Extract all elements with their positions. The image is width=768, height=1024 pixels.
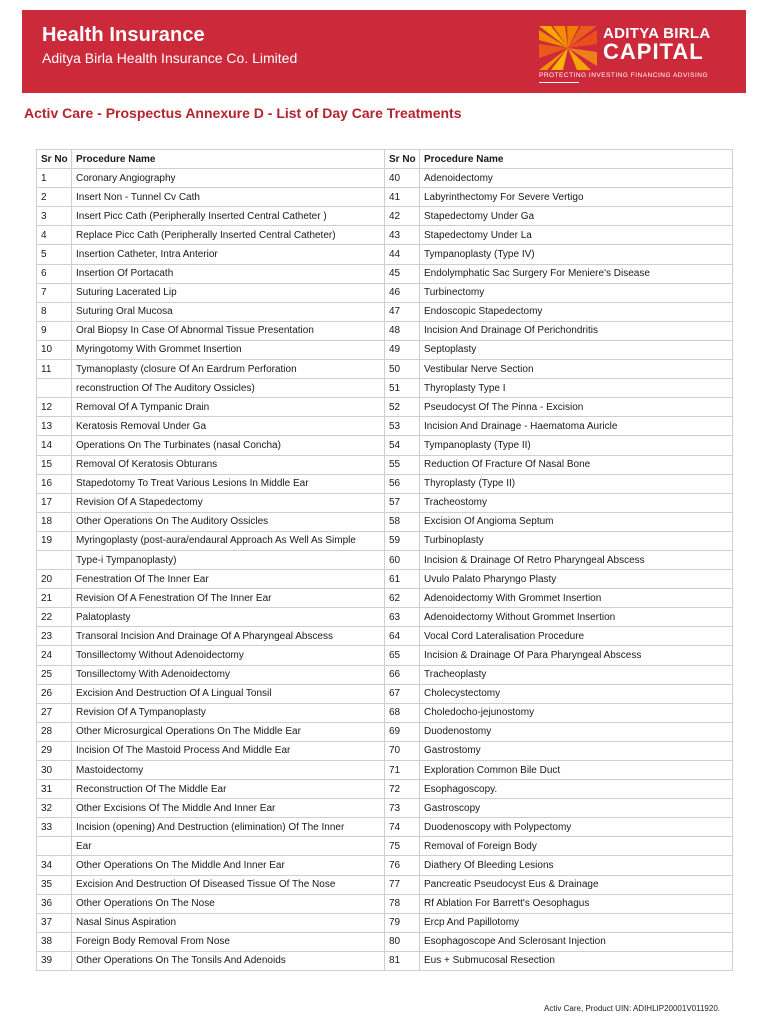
cell-procedure-right: Pseudocyst Of The Pinna - Excision [420, 398, 733, 417]
cell-procedure-left: Coronary Angiography [72, 169, 385, 188]
cell-sr-no-right: 55 [385, 455, 420, 474]
cell-sr-no-right: 57 [385, 493, 420, 512]
cell-sr-no-left: 24 [37, 646, 72, 665]
cell-sr-no-right: 40 [385, 169, 420, 188]
cell-sr-no-right: 78 [385, 894, 420, 913]
cell-sr-no-left: 14 [37, 436, 72, 455]
cell-sr-no-right: 58 [385, 512, 420, 531]
cell-sr-no-left: 12 [37, 398, 72, 417]
table-body [37, 169, 733, 971]
cell-procedure-left: Fenestration Of The Inner Ear [72, 570, 385, 589]
cell-procedure-left: Excision And Destruction Of A Lingual Tonsil [72, 684, 385, 703]
table-row [37, 226, 733, 245]
cell-sr-no-left: 9 [37, 321, 72, 340]
table-row [37, 245, 733, 264]
cell-procedure-left: Other Operations On The Auditory Ossicles [72, 512, 385, 531]
cell-sr-no-right: 64 [385, 627, 420, 646]
cell-procedure-left: Nasal Sinus Aspiration [72, 913, 385, 932]
cell-procedure-right: Duodenostomy [420, 722, 733, 741]
table-row [37, 550, 733, 569]
cell-procedure-left: Palatoplasty [72, 608, 385, 627]
cell-sr-no-right: 52 [385, 398, 420, 417]
cell-sr-no-right: 79 [385, 913, 420, 932]
brand-tagline: PROTECTING INVESTING FINANCING ADVISING [539, 72, 709, 79]
table-row [37, 283, 733, 302]
cell-procedure-left: Mastoidectomy [72, 761, 385, 780]
cell-procedure-left: Revision Of A Stapedectomy [72, 493, 385, 512]
cell-sr-no-right: 49 [385, 340, 420, 359]
cell-sr-no-right: 50 [385, 360, 420, 379]
sunburst-logo-icon [539, 26, 597, 70]
cell-procedure-left: Removal Of A Tympanic Drain [72, 398, 385, 417]
cell-sr-no-right: 71 [385, 761, 420, 780]
cell-procedure-right: Choledocho-jejunostomy [420, 703, 733, 722]
cell-sr-no-left: 11 [37, 360, 72, 379]
cell-procedure-left: Revision Of A Tympanoplasty [72, 703, 385, 722]
table-row [37, 321, 733, 340]
cell-sr-no-right: 59 [385, 531, 420, 550]
table-row [37, 493, 733, 512]
header-procedure-left: Procedure Name [72, 150, 385, 169]
table-row [37, 474, 733, 493]
table-row [37, 703, 733, 722]
cell-sr-no-left: 38 [37, 932, 72, 951]
table-row [37, 951, 733, 970]
header-subtitle: Aditya Birla Health Insurance Co. Limited [42, 50, 298, 66]
table-row [37, 589, 733, 608]
table-row [37, 761, 733, 780]
cell-sr-no-left: 13 [37, 417, 72, 436]
header-banner [22, 10, 746, 93]
cell-sr-no-left: 31 [37, 780, 72, 799]
cell-sr-no-left: 22 [37, 608, 72, 627]
table-row [37, 417, 733, 436]
cell-procedure-left: Suturing Lacerated Lip [72, 283, 385, 302]
cell-sr-no-left [37, 550, 72, 569]
cell-sr-no-left: 20 [37, 570, 72, 589]
cell-procedure-left: Insertion Catheter, Intra Anterior [72, 245, 385, 264]
cell-sr-no-right: 44 [385, 245, 420, 264]
cell-procedure-right: Adenoidectomy With Grommet Insertion [420, 589, 733, 608]
cell-sr-no-left: 35 [37, 875, 72, 894]
cell-sr-no-right: 67 [385, 684, 420, 703]
cell-procedure-right: Diathery Of Bleeding Lesions [420, 856, 733, 875]
cell-sr-no-right: 60 [385, 550, 420, 569]
cell-sr-no-right: 75 [385, 837, 420, 856]
cell-procedure-left: Foreign Body Removal From Nose [72, 932, 385, 951]
table-row [37, 646, 733, 665]
cell-sr-no-left: 18 [37, 512, 72, 531]
cell-sr-no-right: 41 [385, 188, 420, 207]
cell-procedure-right: Incision And Drainage - Haematoma Auricle [420, 417, 733, 436]
cell-sr-no-right: 48 [385, 321, 420, 340]
cell-procedure-left: Myringoplasty (post-aura/endaural Approach As Well As Simple [72, 531, 385, 550]
cell-sr-no-left: 10 [37, 340, 72, 359]
cell-procedure-left: Excision And Destruction Of Diseased Tissue Of The Nose [72, 875, 385, 894]
cell-procedure-left: Insertion Of Portacath [72, 264, 385, 283]
day-care-treatments-table [36, 149, 733, 971]
header-sr-no-right: Sr No [385, 150, 420, 169]
cell-sr-no-left: 1 [37, 169, 72, 188]
cell-procedure-right: Stapedectomy Under La [420, 226, 733, 245]
table-row [37, 360, 733, 379]
cell-procedure-right: Tympanoplasty (Type II) [420, 436, 733, 455]
cell-procedure-left: Revision Of A Fenestration Of The Inner Ear [72, 589, 385, 608]
cell-sr-no-left: 21 [37, 589, 72, 608]
cell-sr-no-left: 3 [37, 207, 72, 226]
cell-procedure-left: Myringotomy With Grommet Insertion [72, 340, 385, 359]
cell-procedure-right: Tracheostomy [420, 493, 733, 512]
cell-procedure-right: Endoscopic Stapedectomy [420, 302, 733, 321]
cell-procedure-right: Eus + Submucosal Resection [420, 951, 733, 970]
table-row [37, 741, 733, 760]
cell-procedure-right: Thyroplasty Type I [420, 379, 733, 398]
table-row [37, 913, 733, 932]
cell-sr-no-left: 30 [37, 761, 72, 780]
cell-procedure-right: Turbinectomy [420, 283, 733, 302]
cell-procedure-left: Type-i Tympanoplasty) [72, 550, 385, 569]
cell-procedure-right: Reduction Of Fracture Of Nasal Bone [420, 455, 733, 474]
cell-procedure-right: Tracheoplasty [420, 665, 733, 684]
cell-sr-no-left: 32 [37, 799, 72, 818]
cell-procedure-left: Removal Of Keratosis Obturans [72, 455, 385, 474]
cell-procedure-left: Tonsillectomy With Adenoidectomy [72, 665, 385, 684]
cell-sr-no-right: 61 [385, 570, 420, 589]
table-row [37, 684, 733, 703]
cell-procedure-left: Other Operations On The Nose [72, 894, 385, 913]
cell-procedure-left: Incision Of The Mastoid Process And Middle Ear [72, 741, 385, 760]
cell-procedure-right: Incision & Drainage Of Para Pharyngeal Abscess [420, 646, 733, 665]
cell-sr-no-left: 26 [37, 684, 72, 703]
cell-procedure-right: Incision & Drainage Of Retro Pharyngeal Abscess [420, 550, 733, 569]
table-row [37, 379, 733, 398]
cell-procedure-left: Oral Biopsy In Case Of Abnormal Tissue Presentation [72, 321, 385, 340]
cell-procedure-right: Excision Of Angioma Septum [420, 512, 733, 531]
cell-sr-no-right: 81 [385, 951, 420, 970]
cell-procedure-right: Labyrinthectomy For Severe Vertigo [420, 188, 733, 207]
table-row [37, 512, 733, 531]
cell-sr-no-left: 37 [37, 913, 72, 932]
cell-procedure-right: Removal of Foreign Body [420, 837, 733, 856]
cell-sr-no-right: 66 [385, 665, 420, 684]
table-row [37, 932, 733, 951]
table-row [37, 398, 733, 417]
cell-sr-no-right: 73 [385, 799, 420, 818]
table-row [37, 608, 733, 627]
cell-procedure-left: Other Operations On The Tonsils And Adenoids [72, 951, 385, 970]
cell-procedure-left: Tymanoplasty (closure Of An Eardrum Perforation [72, 360, 385, 379]
cell-procedure-left: Reconstruction Of The Middle Ear [72, 780, 385, 799]
cell-sr-no-right: 63 [385, 608, 420, 627]
cell-procedure-left: Replace Picc Cath (Peripherally Inserted Central Catheter) [72, 226, 385, 245]
table-row [37, 169, 733, 188]
cell-sr-no-right: 43 [385, 226, 420, 245]
document-title: Activ Care - Prospectus Annexure D - List of Day Care Treatments [24, 105, 462, 121]
cell-procedure-right: Stapedectomy Under Ga [420, 207, 733, 226]
cell-sr-no-right: 69 [385, 722, 420, 741]
cell-procedure-right: Duodenoscopy with Polypectomy [420, 818, 733, 837]
cell-procedure-right: Uvulo Palato Pharyngo Plasty [420, 570, 733, 589]
cell-sr-no-left: 6 [37, 264, 72, 283]
cell-sr-no-left: 2 [37, 188, 72, 207]
cell-sr-no-right: 80 [385, 932, 420, 951]
cell-sr-no-left: 19 [37, 531, 72, 550]
cell-procedure-right: Turbinoplasty [420, 531, 733, 550]
cell-procedure-right: Vocal Cord Lateralisation Procedure [420, 627, 733, 646]
cell-sr-no-left: 25 [37, 665, 72, 684]
cell-sr-no-right: 45 [385, 264, 420, 283]
cell-sr-no-right: 74 [385, 818, 420, 837]
cell-sr-no-right: 62 [385, 589, 420, 608]
cell-procedure-right: Esophagoscopy. [420, 780, 733, 799]
cell-procedure-left: Operations On The Turbinates (nasal Concha) [72, 436, 385, 455]
cell-sr-no-left [37, 837, 72, 856]
tagline-underline [539, 82, 579, 83]
table-row [37, 570, 733, 589]
cell-sr-no-left: 16 [37, 474, 72, 493]
cell-sr-no-left: 33 [37, 818, 72, 837]
table-row [37, 818, 733, 837]
header-sr-no-left: Sr No [37, 150, 72, 169]
cell-procedure-left: Insert Picc Cath (Peripherally Inserted Central Catheter ) [72, 207, 385, 226]
footer-product-uin: Activ Care, Product UIN: ADIHLIP20001V011920. [544, 1004, 720, 1013]
table-row [37, 875, 733, 894]
cell-procedure-left: Ear [72, 837, 385, 856]
cell-procedure-right: Cholecystectomy [420, 684, 733, 703]
cell-procedure-right: Exploration Common Bile Duct [420, 761, 733, 780]
cell-procedure-right: Adenoidectomy [420, 169, 733, 188]
cell-sr-no-left: 4 [37, 226, 72, 245]
cell-sr-no-right: 77 [385, 875, 420, 894]
cell-procedure-left: Incision (opening) And Destruction (elimination) Of The Inner [72, 818, 385, 837]
cell-procedure-left: Transoral Incision And Drainage Of A Pharyngeal Abscess [72, 627, 385, 646]
cell-procedure-left: Suturing Oral Mucosa [72, 302, 385, 321]
table-row [37, 780, 733, 799]
table-row [37, 722, 733, 741]
header-procedure-right: Procedure Name [420, 150, 733, 169]
cell-sr-no-right: 65 [385, 646, 420, 665]
table-row [37, 455, 733, 474]
table-row [37, 340, 733, 359]
cell-sr-no-left: 28 [37, 722, 72, 741]
cell-procedure-right: Endolymphatic Sac Surgery For Meniere's Disease [420, 264, 733, 283]
table-row [37, 856, 733, 875]
cell-procedure-right: Pancreatic Pseudocyst Eus & Drainage [420, 875, 733, 894]
cell-sr-no-right: 56 [385, 474, 420, 493]
cell-procedure-right: Gastroscopy [420, 799, 733, 818]
cell-sr-no-right: 76 [385, 856, 420, 875]
cell-sr-no-right: 54 [385, 436, 420, 455]
cell-procedure-right: Tympanoplasty (Type IV) [420, 245, 733, 264]
cell-procedure-right: Rf Ablation For Barrett's Oesophagus [420, 894, 733, 913]
table-row [37, 531, 733, 550]
company-logo [539, 24, 739, 86]
table-row [37, 894, 733, 913]
cell-procedure-right: Incision And Drainage Of Perichondritis [420, 321, 733, 340]
table-row [37, 837, 733, 856]
cell-sr-no-left: 29 [37, 741, 72, 760]
cell-procedure-left: Other Microsurgical Operations On The Middle Ear [72, 722, 385, 741]
table-row [37, 436, 733, 455]
cell-sr-no-left: 5 [37, 245, 72, 264]
cell-sr-no-right: 72 [385, 780, 420, 799]
cell-procedure-right: Ercp And Papillotomy [420, 913, 733, 932]
cell-procedure-right: Thyroplasty (Type II) [420, 474, 733, 493]
cell-sr-no-left: 7 [37, 283, 72, 302]
cell-procedure-right: Esophagoscope And Sclerosant Injection [420, 932, 733, 951]
table-header-row [37, 150, 733, 169]
table-row [37, 665, 733, 684]
table-row [37, 264, 733, 283]
cell-procedure-left: Other Excisions Of The Middle And Inner Ear [72, 799, 385, 818]
cell-procedure-right: Septoplasty [420, 340, 733, 359]
cell-sr-no-right: 68 [385, 703, 420, 722]
cell-sr-no-right: 53 [385, 417, 420, 436]
table-row [37, 799, 733, 818]
brand-line-2: CAPITAL [603, 39, 704, 64]
cell-sr-no-left: 8 [37, 302, 72, 321]
table-row [37, 302, 733, 321]
cell-procedure-left: Tonsillectomy Without Adenoidectomy [72, 646, 385, 665]
cell-procedure-right: Vestibular Nerve Section [420, 360, 733, 379]
cell-sr-no-left: 15 [37, 455, 72, 474]
cell-procedure-left: reconstruction Of The Auditory Ossicles) [72, 379, 385, 398]
day-care-table-container [36, 149, 732, 971]
cell-sr-no-left: 23 [37, 627, 72, 646]
cell-sr-no-right: 51 [385, 379, 420, 398]
cell-sr-no-left: 17 [37, 493, 72, 512]
cell-procedure-right: Gastrostomy [420, 741, 733, 760]
cell-sr-no-left [37, 379, 72, 398]
table-row [37, 627, 733, 646]
header-title: Health Insurance [42, 24, 205, 46]
cell-procedure-left: Insert Non - Tunnel Cv Cath [72, 188, 385, 207]
cell-procedure-right: Adenoidectomy Without Grommet Insertion [420, 608, 733, 627]
cell-sr-no-left: 36 [37, 894, 72, 913]
cell-sr-no-right: 70 [385, 741, 420, 760]
cell-sr-no-left: 27 [37, 703, 72, 722]
cell-sr-no-right: 46 [385, 283, 420, 302]
cell-sr-no-right: 42 [385, 207, 420, 226]
table-row [37, 188, 733, 207]
cell-procedure-left: Stapedotomy To Treat Various Lesions In Middle Ear [72, 474, 385, 493]
cell-sr-no-left: 39 [37, 951, 72, 970]
brand-line-1: ADITYA BIRLA [603, 25, 711, 42]
cell-procedure-left: Keratosis Removal Under Ga [72, 417, 385, 436]
cell-procedure-left: Other Operations On The Middle And Inner Ear [72, 856, 385, 875]
table-row [37, 207, 733, 226]
cell-sr-no-left: 34 [37, 856, 72, 875]
cell-sr-no-right: 47 [385, 302, 420, 321]
